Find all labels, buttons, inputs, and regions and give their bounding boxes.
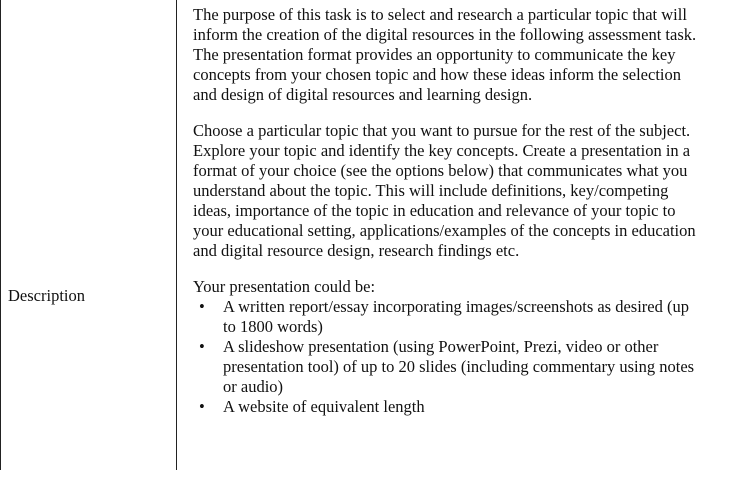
list-item [193,397,738,417]
paragraph-instructions [193,121,738,261]
bullet-icon: • [199,397,205,416]
description-cell [193,5,738,417]
text-line: inform the creation of the digital resources in the following assessment task. [193,25,697,44]
text-line: ideas, importance of the topic in education and relevance of your topic to [193,201,676,220]
text-line: presentation tool) of up to 20 slides (including commentary using notes [223,357,695,376]
text-line: and digital resource design, research findings etc. [193,241,520,260]
table-left-border [0,0,1,470]
bullet-icon: • [199,297,205,316]
text-line: Explore your topic and identify the key concepts. Create a presentation in a [193,141,691,160]
list-item [193,297,738,337]
text-line: The presentation format provides an opportunity to communicate the key [193,45,676,64]
list-intro: Your presentation could be: [193,277,376,296]
text-line: A written report/essay incorporating images/screenshots as desired (up [223,297,689,316]
row-label-description: Description [8,286,85,305]
text-line: or audio) [223,377,284,396]
text-line: A slideshow presentation (using PowerPoint, Prezi, video or other [223,337,659,356]
list-item [193,337,738,397]
table-column-divider [176,0,177,470]
text-line: understand about the topic. This will include definitions, key/competing [193,181,669,200]
text-line: concepts from your chosen topic and how these ideas inform the selection [193,65,681,84]
bullet-icon: • [199,337,205,356]
text-line: your educational setting, applications/examples of the concepts in education [193,221,696,240]
text-line: A website of equivalent length [223,397,425,416]
text-line: format of your choice (see the options below) that communicates what you [193,161,688,180]
paragraph-purpose [193,5,738,105]
text-line: Choose a particular topic that you want to pursue for the rest of the subject. [193,121,691,140]
text-line: and design of digital resources and learning design. [193,85,533,104]
text-line: to 1800 words) [223,317,323,336]
presentation-options-list [193,297,738,417]
text-line: The purpose of this task is to select and research a particular topic that will [193,5,687,24]
